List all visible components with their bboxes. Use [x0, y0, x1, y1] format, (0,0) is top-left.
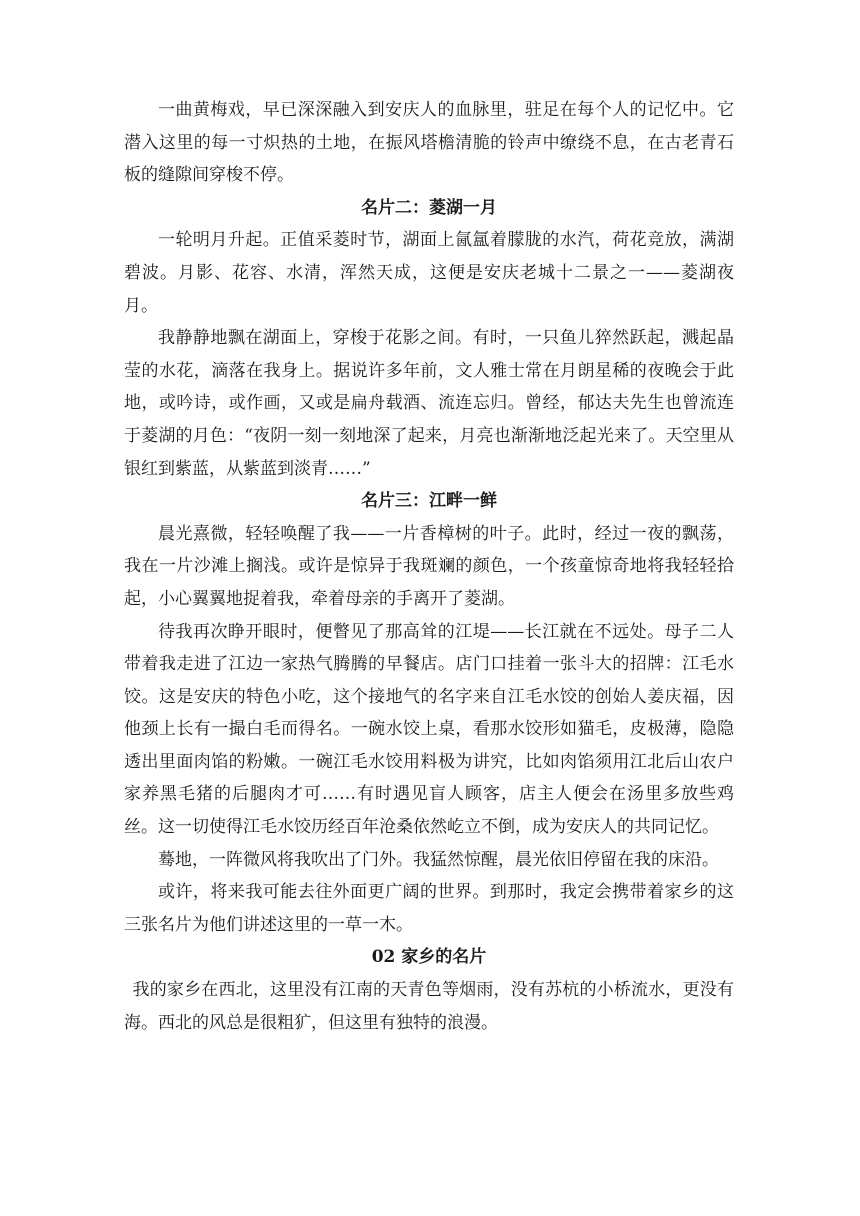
heading-essay-two: 02 家乡的名片: [371, 947, 487, 968]
paragraph-dumpling-shop: 待我再次睁开眼时，便瞥见了那高耸的江堤——长江就在不远处。母子二人带着我走进了江边一家热气腾腾的早餐店。店门口挂着一张斗大的招牌：江毛水饺。这是安庆的特色小吃，这个接地气的名字来自江毛水饺的创始人姜庆福，因他颈上长有一撮白毛而得名。一碗水饺上桌，看那水饺形如猫毛，皮极薄，隐隐透出里面肉馅的粉嫩。一碗江毛水饺用料极为讲究，比如肉馅须用江北后山农户家养黑毛猪的后腿肉才可……有时遇见盲人顾客，店主人便会在汤里多放些鸡丝。这一切使得江毛水饺历经百年沧桑依然屹立不倒，成为安庆人的共同记忆。: [124, 621, 734, 838]
paragraph-future: 或许，将来我可能去往外面更广阔的世界。到那时，我定会携带着家乡的这三张名片为他们讲述这里的一草一木。: [124, 882, 734, 935]
paragraph-morning-leaf: 晨光熹微，轻轻唤醒了我——一片香樟树的叶子。此时，经过一夜的飘荡，我在一片沙滩上搁浅。或许是惊异于我斑斓的颜色，一个孩童惊奇地将我轻轻拾起，小心翼翼地捉着我，牵着母亲的手离开了菱湖。: [124, 523, 734, 609]
paragraph-floating-lake: 我静静地飘在湖面上，穿梭于花影之间。有时，一只鱼儿猝然跃起，溅起晶莹的水花，滴落在我身上。据说许多年前，文人雅士常在月朗星稀的夜晚会于此地，或吟诗，或作画，又或是扁舟载酒、流连忘归。曾经，郁达夫先生也曾流连于菱湖的月色：“夜阴一刻一刻地深了起来，月亮也渐渐地泛起光来了。天空里从银红到紫蓝，从紫蓝到淡青……”: [124, 328, 734, 479]
heading-card-three: 名片三：江畔一鲜: [361, 491, 497, 512]
heading-card-two: 名片二：菱湖一月: [361, 197, 497, 218]
paragraph-moon-rising: 一轮明月升起。正值采菱时节，湖面上氤氲着朦胧的水汽，荷花竞放，满湖碧波。月影、花容、水清，浑然天成，这便是安庆老城十二景之一——菱湖夜月。: [124, 230, 734, 316]
document-body: [124, 94, 734, 1039]
paragraph-wake-up: 蓦地，一阵微风将我吹出了门外。我猛然惊醒，晨光依旧停留在我的床沿。: [158, 849, 719, 870]
paragraph-northwest-hometown: 我的家乡在西北，这里没有江南的天青色等烟雨，没有苏杭的小桥流水，更没有海。西北的风总是很粗犷，但这里有独特的浪漫。: [124, 980, 734, 1033]
paragraph-huangmei-opera: 一曲黄梅戏，早已深深融入到安庆人的血脉里，驻足在每个人的记忆中。它潜入这里的每一寸炽热的土地，在振风塔檐清脆的铃声中缭绕不息，在古老青石板的缝隙间穿梭不停。: [124, 100, 734, 186]
